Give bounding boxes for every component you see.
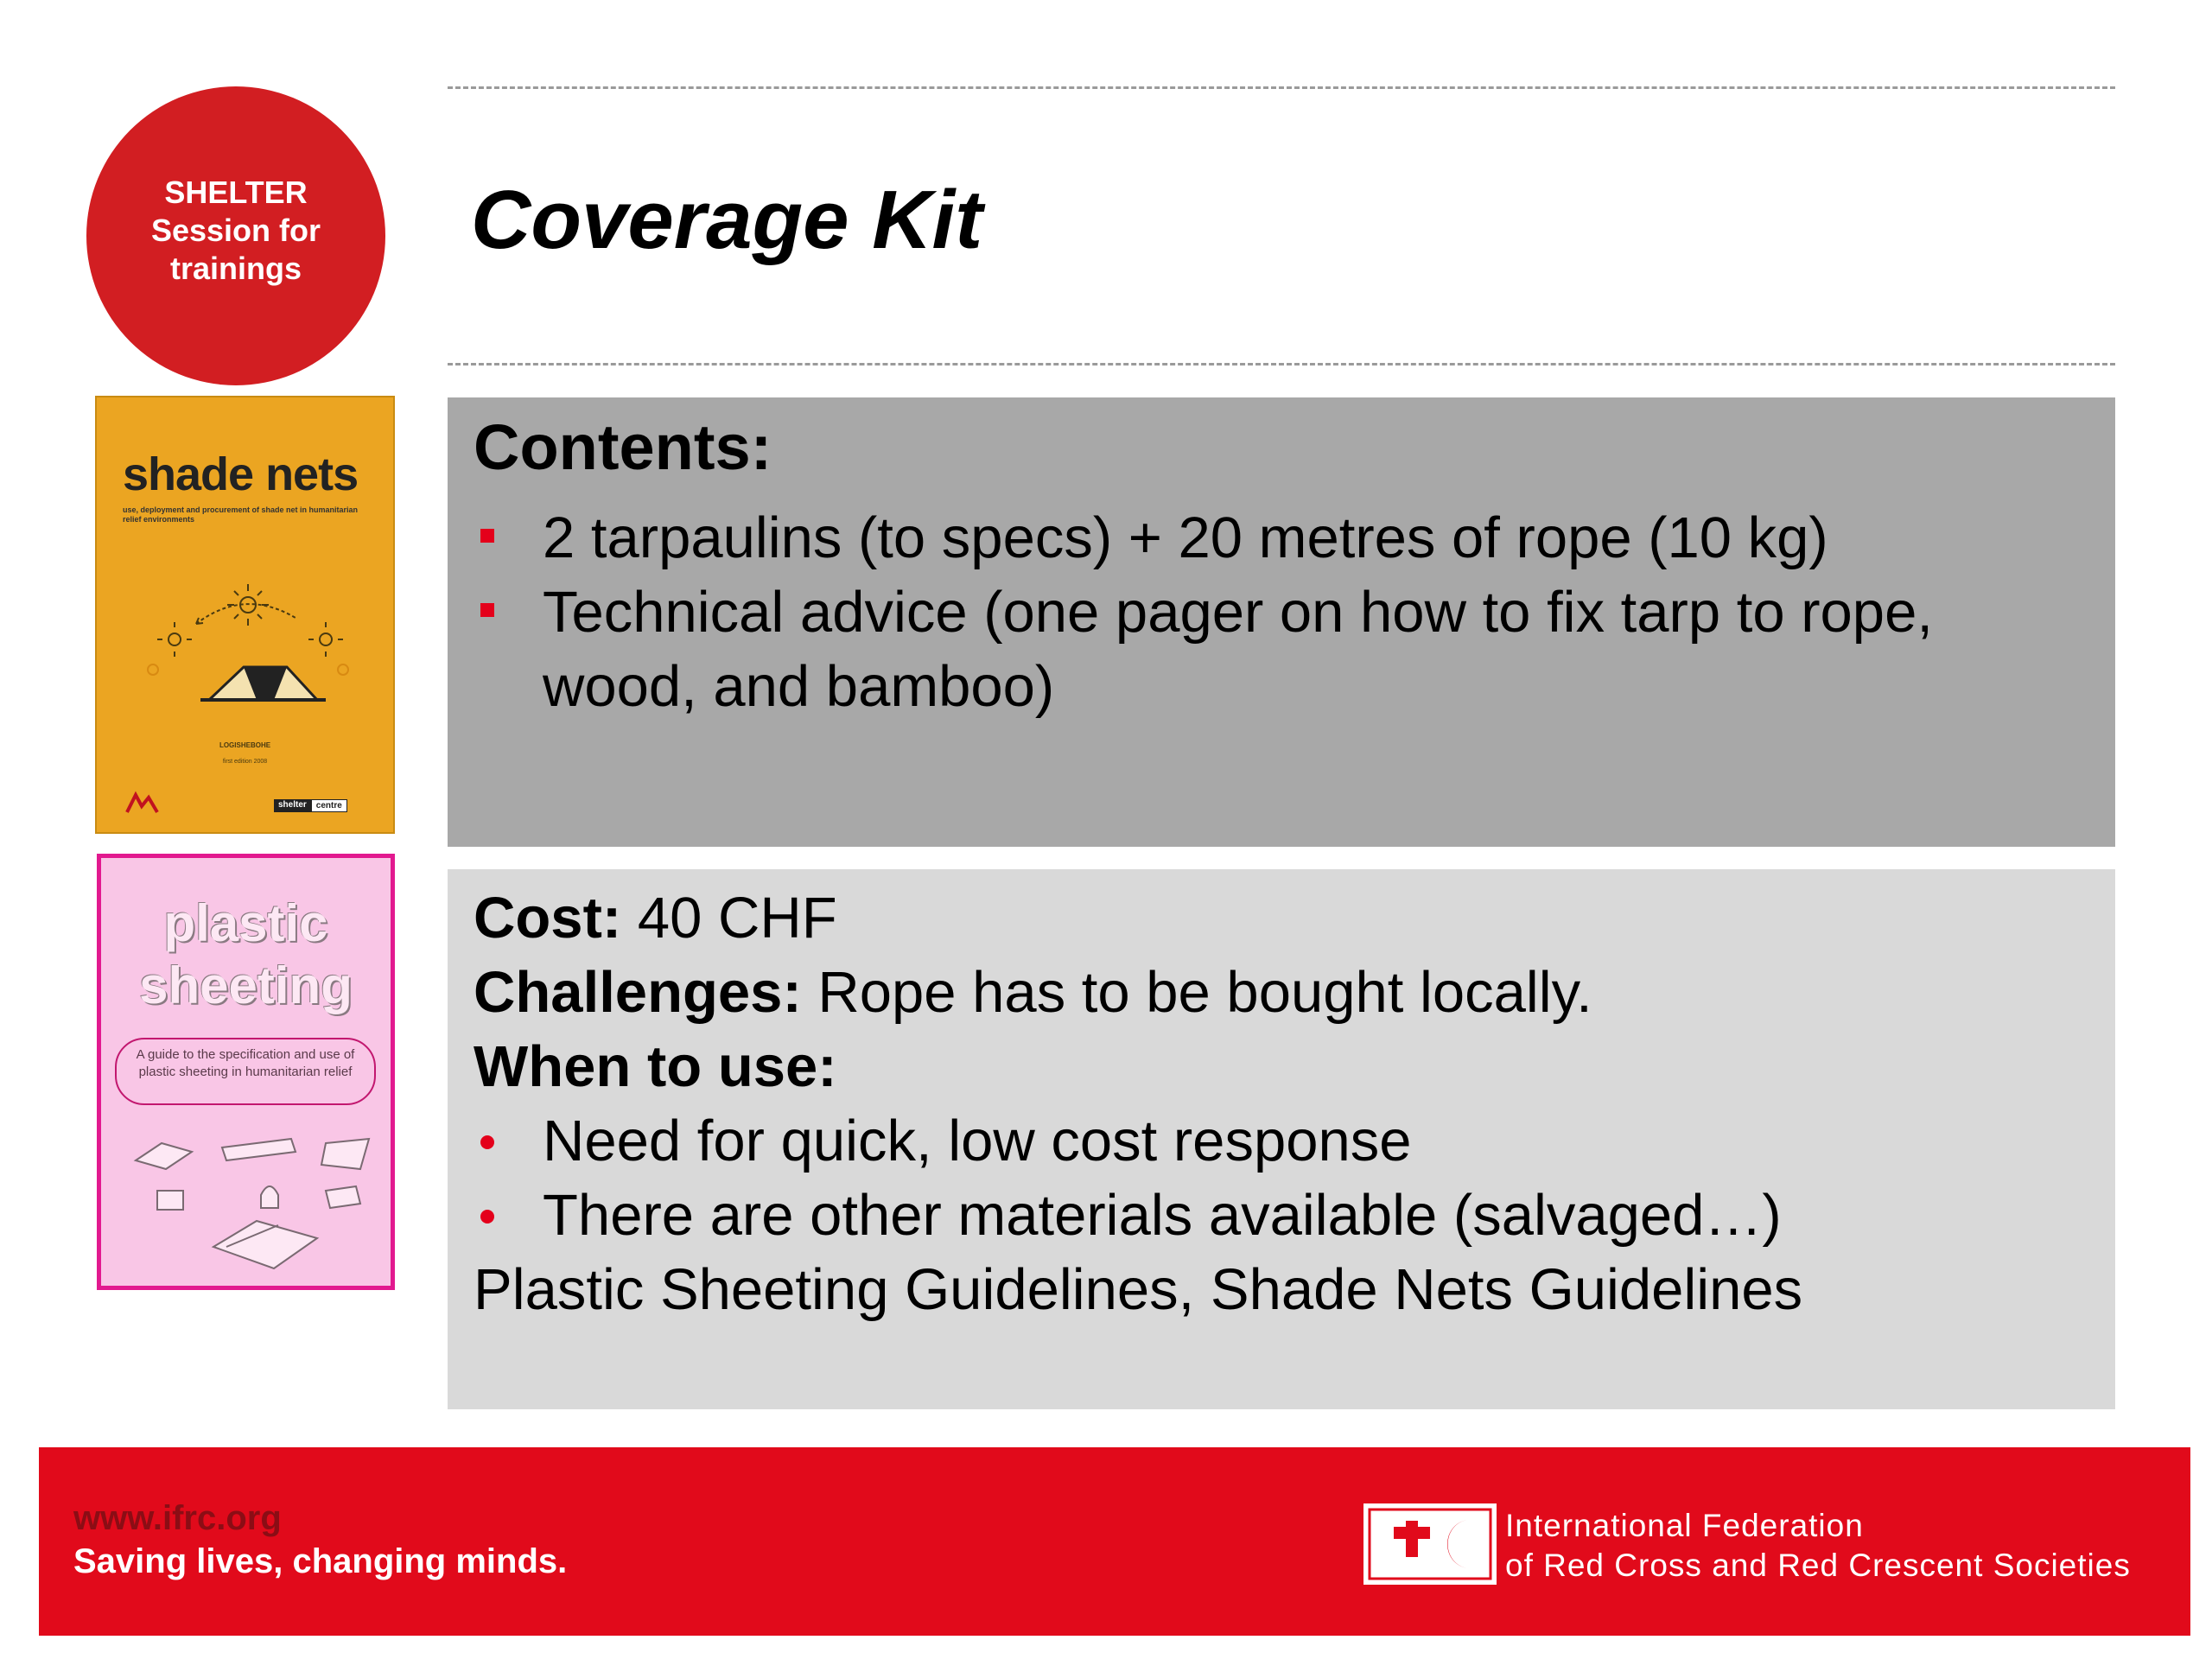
plastic-sheeting-cover-title [101, 893, 391, 1017]
footer-bar [39, 1447, 2190, 1636]
bullet-dot-icon [480, 1210, 494, 1224]
contents-item-text: 2 tarpaulins (to specs) + 20 metres of rope (10 kg) [543, 505, 1828, 570]
msf-logo-icon [123, 791, 166, 817]
slide-title: Coverage Kit [471, 174, 983, 266]
badge-line-1: SHELTER [164, 175, 308, 210]
logo-part-centre: centre [311, 799, 347, 812]
shelter-sketches-icon [118, 1126, 378, 1281]
red-cross-crescent-icon [1368, 1508, 1492, 1580]
list-item [474, 1179, 1782, 1253]
list-item [474, 1104, 1782, 1179]
shade-nets-cover-edition: first edition 2008 [222, 759, 268, 765]
bullet-square-icon [480, 603, 494, 617]
when-label: When to use: [474, 1034, 837, 1099]
plastic-sheeting-cover-image [97, 854, 395, 1290]
org-line-1: International Federation [1505, 1508, 1864, 1543]
shade-nets-cover-image [95, 396, 395, 834]
when-item-text: Need for quick, low cost response [543, 1109, 1412, 1173]
top-divider [448, 86, 2115, 89]
list-item [474, 575, 1933, 650]
list-item [474, 501, 1933, 575]
contents-panel [448, 397, 2115, 847]
shade-nets-cover-subtitle: use, deployment and procurement of shade net in humanitarian relief environments [123, 505, 359, 524]
contents-item-text: wood, and bamboo) [543, 654, 1055, 719]
cost-label: Cost: [474, 886, 622, 950]
plastic-sheeting-title-line-2: sheeting [139, 957, 353, 1014]
challenges-label: Challenges: [474, 960, 802, 1025]
org-line-2: of Red Cross and Red Crescent Societies [1505, 1548, 2131, 1583]
shade-nets-cover-title: shade nets [123, 448, 359, 500]
details-panel [448, 869, 2115, 1409]
when-to-use-list [474, 1104, 1782, 1253]
ifrc-emblem [1365, 1505, 1495, 1583]
logo-part-shelter: shelter [274, 799, 311, 812]
challenges-line [474, 956, 1592, 1030]
list-item-continuation [474, 650, 1933, 724]
shelter-centre-logo [274, 799, 347, 812]
challenges-value: Rope has to be bought locally. [801, 960, 1592, 1025]
title-divider [448, 363, 2115, 365]
guidelines-line: Plastic Sheeting Guidelines, Shade Nets Guidelines [474, 1257, 1803, 1322]
footer-slogan: Saving lives, changing minds. [73, 1542, 568, 1580]
bullet-square-icon [480, 529, 494, 543]
when-to-use-heading [474, 1030, 837, 1104]
when-item-text: There are other materials available (salvaged…) [543, 1183, 1782, 1248]
cost-value: 40 CHF [621, 886, 837, 950]
plastic-sheeting-title-line-1: plastic [163, 894, 328, 952]
footer-organization [1505, 1506, 2131, 1586]
plastic-sheeting-cover-guide: A guide to the specification and use of plastic sheeting in humanitarian relief [115, 1038, 376, 1105]
session-badge [86, 86, 385, 385]
badge-line-2: Session for [150, 213, 321, 248]
cost-line [474, 881, 837, 956]
contents-heading: Contents: [474, 411, 772, 483]
sun-tent-illustration-icon [114, 570, 373, 726]
contents-list [474, 501, 1933, 724]
contents-item-text: Technical advice (one pager on how to fix tarp to rope, [543, 580, 1933, 645]
bullet-dot-icon [480, 1135, 494, 1149]
badge-line-3: trainings [169, 251, 302, 286]
shade-nets-cover-author: LOGISHEBOHE [219, 741, 271, 749]
footer-url-link[interactable]: www.ifrc.org [73, 1499, 282, 1537]
